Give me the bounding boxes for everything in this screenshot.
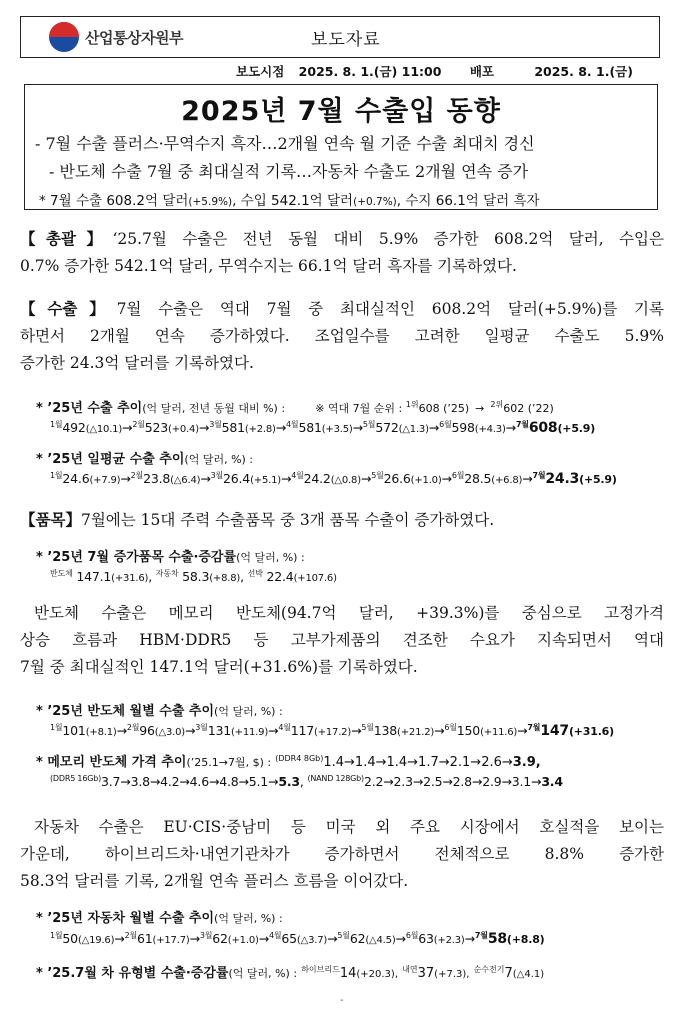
- doc-type: 보도자료: [311, 29, 381, 50]
- summary-note: * 7월 수출 608.2억 달러(+5.9%), 수입 542.1억 달러(+0.7%), 수지 66.1억 달러 흑자: [39, 193, 540, 209]
- series-item: $^{4월}$65(△3.7): [268, 931, 328, 946]
- exports-paragraph: 【수출】7월 수출은 역대 7월 중 최대실적인 608.2억 달러(+5.9%)를 기록 하면서 2개월 연속 증가하였다. 조업일수를 고려한 일평균 수출도 5.9% 증가한 24.3억 달러를 기록하였다.: [20, 300, 664, 372]
- series-item: $^{2월}$61(+17.7): [124, 931, 190, 946]
- exports-label: 【수출】: [20, 300, 117, 318]
- daily-exports-heading: * ’25년 일평균 수출 추이(억 달러, %) :: [36, 452, 254, 467]
- series-item: $^{5월}$572(△1.3): [362, 420, 429, 435]
- overview-label: 【총괄】: [20, 230, 113, 248]
- series-item: $^{2월}$96(△3.0): [126, 723, 185, 738]
- series-item: $^{1월}$101(+8.1): [50, 723, 117, 738]
- series-item: $^{3월}$26.4(+5.1): [210, 471, 281, 486]
- subtitle-2: - 반도체 수출 7월 중 최대실적 기록…자동차 수출도 2개월 연속 증가: [49, 162, 529, 181]
- series-item: $^{7월}$24.3(+5.9): [532, 471, 617, 487]
- series-item: $^{7월}$58(+8.8): [474, 931, 545, 947]
- auto-paragraph: 자동차 수출은 EU·CIS·중남미 등 미국 외 주요 시장에서 호실적을 보이는 가운데, 하이브리드차·내연기관차가 증가하면서 전체적으로 8.8% 증가한 58.3억 달러를 기록, 2개월 연속 플러스 흐름을 이어갔다.: [20, 818, 664, 890]
- semi-monthly-series: $^{1월}$101(+8.1)→$^{2월}$96(△3.0)→$^{3월}$131(+11.9)→$^{4월}$117(+17.2)→$^{5월}$138(+21.2)→$^{6월}$150(+11.6)→$^{7월}$147(+31.6): [50, 723, 614, 739]
- series-item: $^{3월}$131(+11.9): [195, 723, 269, 738]
- auto-type-line: * ’25.7월 차 유형별 수출·증감률(억 달러, %) : $^{하이브리드}$14(+20.3), $^{내연}$37(+7.3), $^{순수전기}$7(△4.1): [36, 965, 545, 981]
- items-paragraph: 【품목】7월에는 15대 주력 수출품목 중 3개 품목 수출이 증가하였다.: [20, 511, 495, 529]
- items-label: 【품목】: [20, 511, 81, 529]
- auto-monthly-series: $^{1월}$50(△19.6)→$^{2월}$61(+17.7)→$^{3월}$62(+1.0)→$^{4월}$65(△3.7)→$^{5월}$62(△4.5)→$^{6월}$63(+2.3)→$^{7월}$58(+8.8): [50, 931, 545, 947]
- series-item: $^{6월}$150(+11.6): [444, 723, 518, 738]
- series-item: $^{1월}$492(△10.1): [50, 420, 123, 435]
- series-item: $^{5월}$26.6(+1.0): [371, 471, 442, 486]
- series-item: $^{3월}$62(+1.0): [199, 931, 259, 946]
- embargo-label: 보도시점: [236, 64, 285, 79]
- series-item: $^{5월}$138(+21.2): [361, 723, 435, 738]
- series-item: $^{2월}$23.8(△6.4): [130, 471, 201, 486]
- series-item: $^{2월}$523(+0.4): [132, 420, 199, 435]
- series-item: $^{1월}$50(△19.6): [50, 931, 115, 946]
- growth-items-list: $^{반도체}$ 147.1(+31.6), $^{자동차}$ 58.3(+8.8), $^{선박}$ 22.4(+107.6): [50, 569, 337, 584]
- series-item: $^{4월}$581(+3.5): [286, 420, 353, 435]
- release-info: [236, 62, 643, 80]
- memory-price-series: $^{(DDR5 16Gb)}$3.7→3.8→4.2→4.6→4.8→5.1→5.3, $^{(NAND 128Gb)}$2.2→2.3→2.5→2.8→2.9→3.1→3.4: [50, 774, 563, 789]
- subtitle-1: - 7월 수출 플러스·무역수지 흑자…2개월 연속 월 기준 수출 최대치 경신: [35, 134, 535, 153]
- monthly-exports-series: $^{1월}$492(△10.1)→$^{2월}$523(+0.4)→$^{3월}$581(+2.8)→$^{4월}$581(+3.5)→$^{5월}$572(△1.3)→$^{6월}$598(+4.3)→$^{7월}$608(+5.9): [50, 420, 596, 436]
- ministry-name: 산업통상자원부: [85, 28, 183, 47]
- series-item: $^{1월}$24.6(+7.9): [50, 471, 121, 486]
- distribution-date: 2025. 8. 1.(금): [534, 64, 633, 79]
- series-item: $^{6월}$598(+4.3): [439, 420, 506, 435]
- main-title: 2025년 7월 수출입 동향: [181, 96, 501, 127]
- semiconductor-paragraph: 반도체 수출은 메모리 반도체(94.7억 달러, +39.3%)를 중심으로 고정가격 상승 흐름과 HBM·DDR5 등 고부가제품의 견조한 수요가 지속되면서 역대 7월 중 최대실적인 147.1억 달러(+31.6%)를 기록하였다.: [20, 604, 664, 676]
- daily-exports-series: $^{1월}$24.6(+7.9)→$^{2월}$23.8(△6.4)→$^{3월}$26.4(+5.1)→$^{4월}$24.2(△0.8)→$^{5월}$26.6(+1.0)→$^{6월}$28.5(+6.8)→$^{7월}$24.3(+5.9): [50, 471, 617, 487]
- overview-paragraph: 【총괄】‘25.7월 수출은 전년 동월 대비 5.9% 증가한 608.2억 달러, 수입은 0.7% 증가한 542.1억 달러, 무역수지는 66.1억 달러 흑자를 기록하였다.: [20, 230, 665, 275]
- series-item: $^{6월}$63(+2.3): [405, 931, 465, 946]
- growth-items-heading: * ’25년 7월 증가품목 수출·증감률(억 달러, %) :: [36, 550, 305, 565]
- series-item: $^{4월}$117(+17.2): [278, 723, 352, 738]
- series-item: $^{6월}$28.5(+6.8): [451, 471, 523, 486]
- series-item: $^{7월}$608(+5.9): [515, 420, 596, 436]
- auto-monthly-heading: * ’25년 자동차 월별 수출 추이(억 달러, %) :: [36, 911, 283, 926]
- series-item: $^{7월}$147(+31.6): [527, 723, 614, 739]
- taegeuk-icon: [49, 22, 79, 52]
- series-item: $^{4월}$24.2(△0.8): [291, 471, 361, 486]
- embargo-date: 2025. 8. 1.(금) 11:00: [298, 64, 442, 79]
- semi-monthly-heading: * ’25년 반도체 월별 수출 추이(억 달러, %) :: [36, 704, 283, 719]
- memory-price-heading: * 메모리 반도체 가격 추이(’25.1→7월, $) : $^{(DDR4 8Gb)}$1.4→1.4→1.4→1.7→2.1→2.6→3.9,: [36, 754, 541, 770]
- page-header: [20, 16, 660, 58]
- series-item: $^{3월}$581(+2.8): [209, 420, 276, 435]
- monthly-exports-heading: * ’25년 수출 추이(억 달러, 전년 동월 대비 %) : ※ 역대 7월 순위 : $^{1위}$608 (’25) → $^{2위}$602 (’22): [36, 400, 554, 416]
- distribution-label: 배포: [469, 64, 494, 79]
- ministry-logo: [21, 22, 221, 52]
- title-box: [24, 84, 658, 210]
- page-marker: -: [340, 995, 344, 1006]
- series-item: $^{5월}$62(△4.5): [337, 931, 396, 946]
